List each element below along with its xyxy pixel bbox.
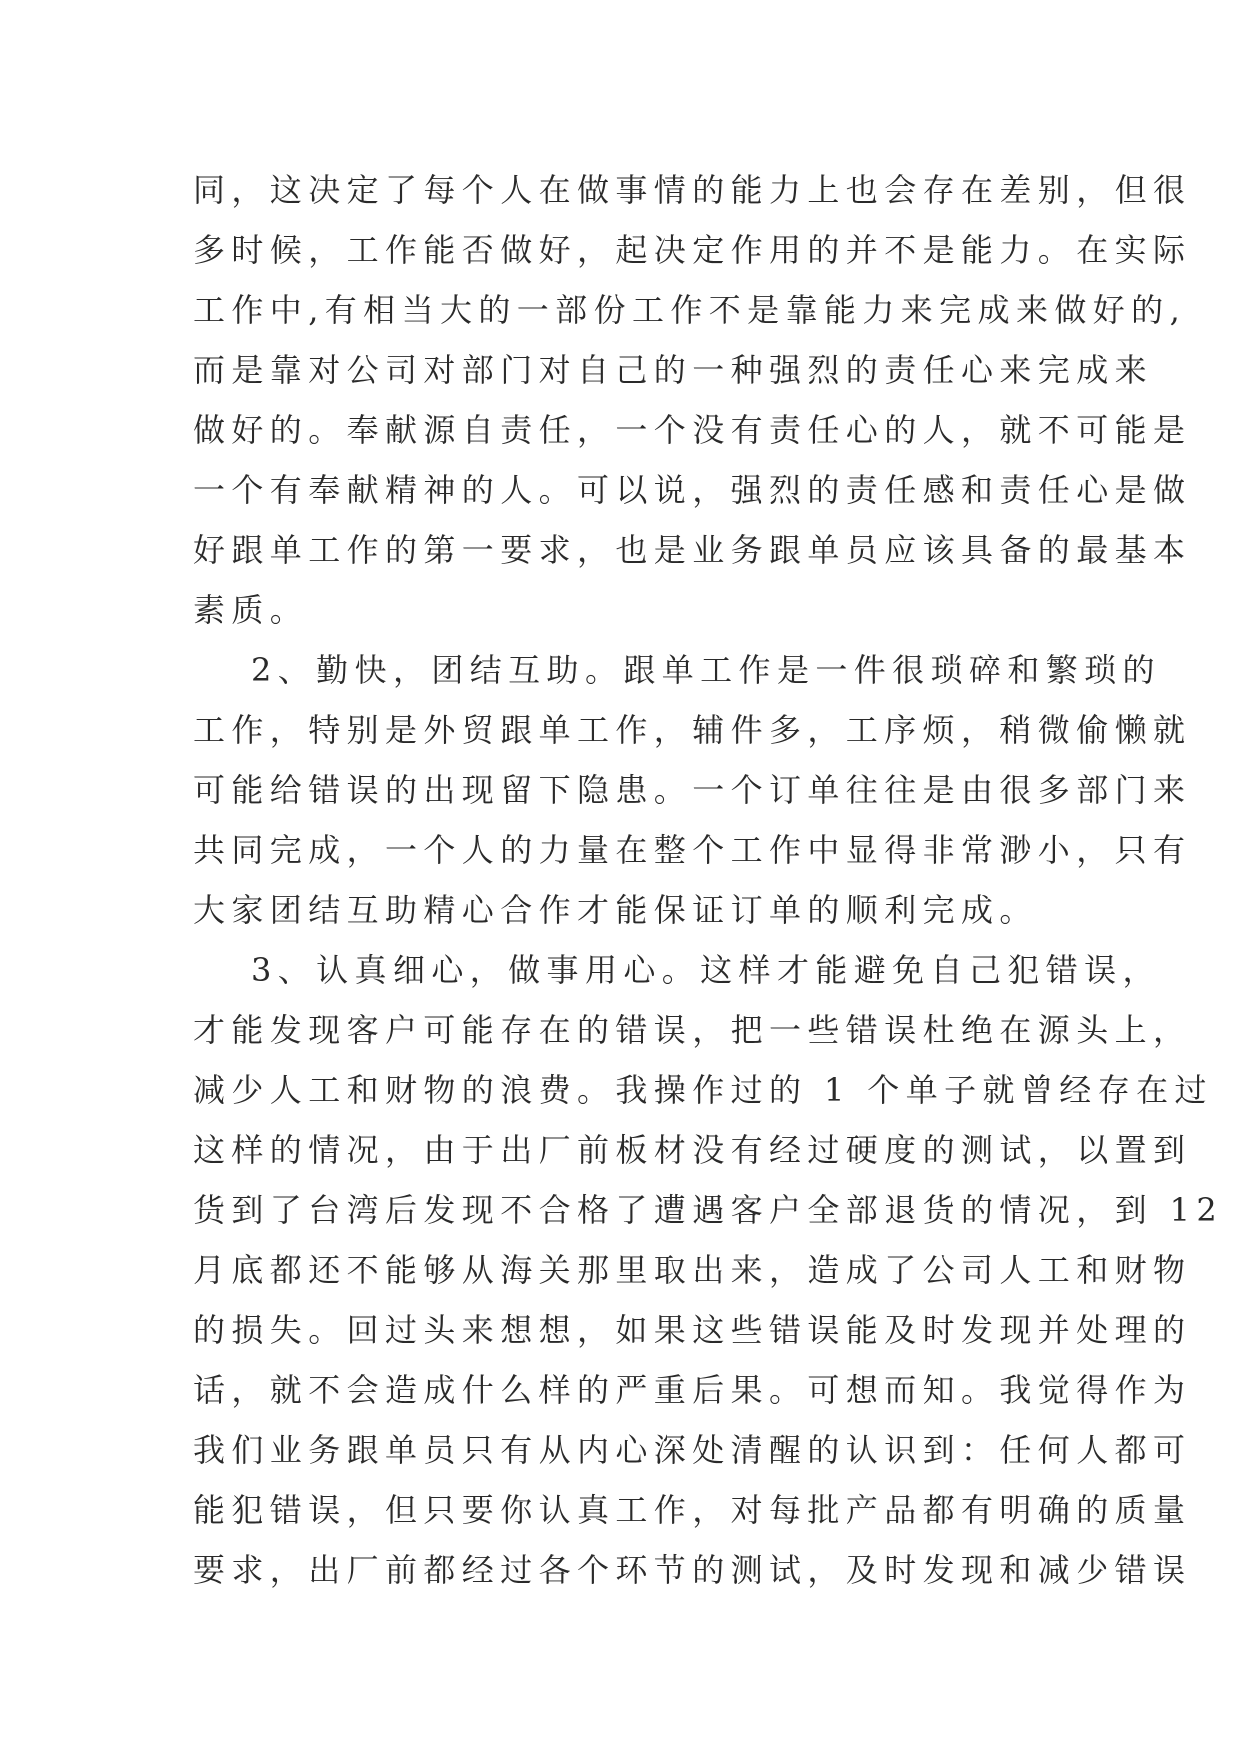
text-line: 货到了台湾后发现不合格了遭遇客户全部退货的情况，到 12: [193, 1191, 1224, 1229]
text-line: 同，这决定了每个人在做事情的能力上也会存在差别，但很: [193, 171, 1192, 209]
text-line: 话，就不会造成什么样的严重后果。可想而知。我觉得作为: [193, 1371, 1192, 1409]
text-line: 多时候，工作能否做好，起决定作用的并不是能力。在实际: [193, 231, 1192, 269]
body-text: [193, 160, 1224, 1600]
text-line: 要求，出厂前都经过各个环节的测试，及时发现和减少错误: [193, 1551, 1192, 1589]
text-line: 而是靠对公司对部门对自己的一种强烈的责任心来完成来: [193, 351, 1154, 389]
text-line: 做好的。奉献源自责任，一个没有责任心的人，就不可能是: [193, 411, 1192, 449]
text-line: 可能给错误的出现留下隐患。一个订单往往是由很多部门来: [193, 771, 1192, 809]
text-line: 工作，特别是外贸跟单工作，辅件多，工序烦，稍微偷懒就: [193, 711, 1192, 749]
text-line: 月底都还不能够从海关那里取出来，造成了公司人工和财物: [193, 1251, 1192, 1289]
text-line: 好跟单工作的第一要求，也是业务跟单员应该具备的最基本: [193, 531, 1192, 569]
text-line: 共同完成，一个人的力量在整个工作中显得非常渺小，只有: [193, 831, 1192, 869]
text-line: 一个有奉献精神的人。可以说，强烈的责任感和责任心是做: [193, 471, 1192, 509]
text-line: 才能发现客户可能存在的错误，把一些错误杜绝在源头上，: [193, 1011, 1192, 1049]
text-line: 我们业务跟单员只有从内心深处清醒的认识到：任何人都可: [193, 1431, 1192, 1469]
text-line: 大家团结互助精心合作才能保证订单的顺利完成。: [193, 891, 1038, 929]
text-line: 工作中,有相当大的一部份工作不是靠能力来完成来做好的,: [193, 291, 1187, 329]
text-line: 能犯错误，但只要你认真工作，对每批产品都有明确的质量: [193, 1491, 1192, 1529]
text-line: 素质。: [193, 591, 309, 629]
paragraph-start-line: 2、勤快，团结互助。跟单工作是一件很琐碎和繁琐的: [251, 651, 1161, 689]
text-line: 的损失。回过头来想想，如果这些错误能及时发现并处理的: [193, 1311, 1192, 1349]
text-line: 减少人工和财物的浪费。我操作过的 1 个单子就曾经存在过: [193, 1071, 1213, 1109]
paragraph-start-line: 3、认真细心，做事用心。这样才能避免自己犯错误，: [251, 951, 1161, 989]
text-line: 这样的情况，由于出厂前板材没有经过硬度的测试，以置到: [193, 1131, 1192, 1169]
